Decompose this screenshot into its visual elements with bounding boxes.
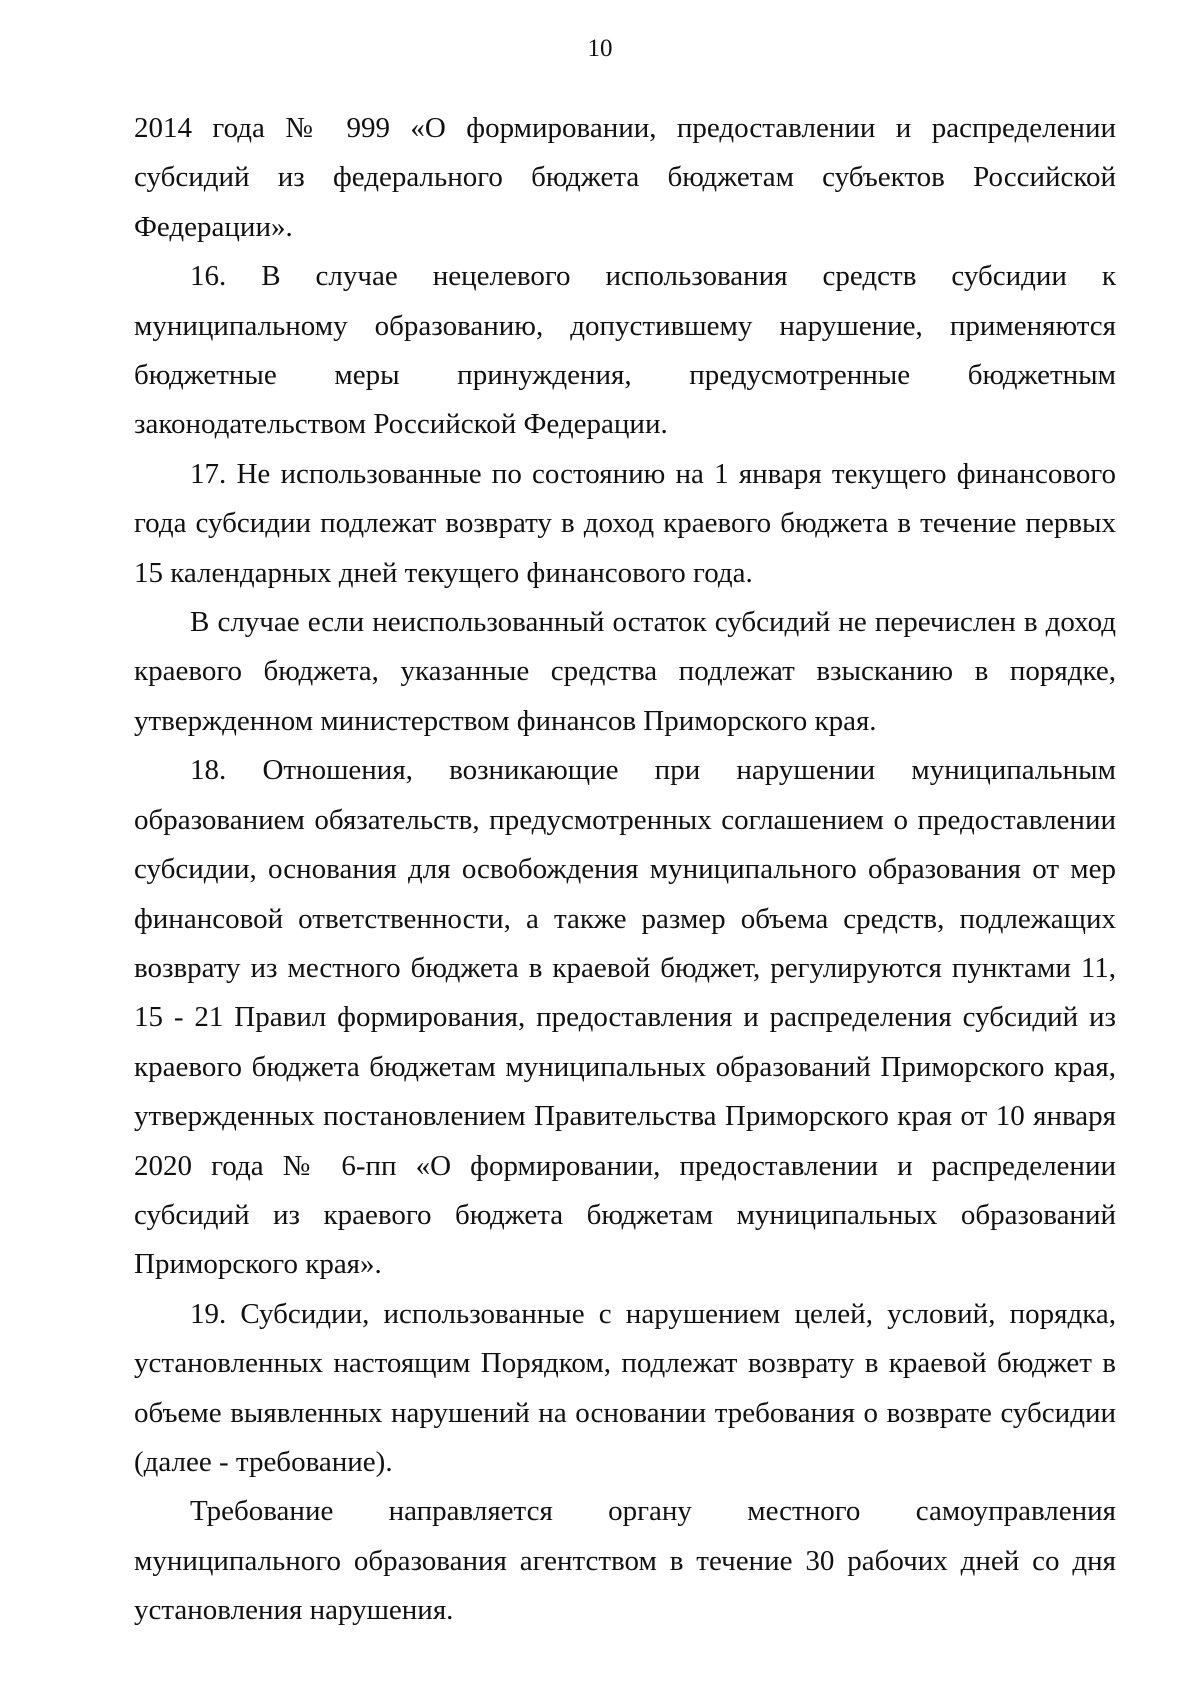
paragraph-item-19-cont: Требование направляется органу местного самоуправления муниципального образования агентством в течение 30 рабочих дней со дня установления нарушения. bbox=[134, 1495, 1116, 1627]
paragraph-item-17: 17. Не использованные по состоянию на 1 января текущего финансового года субсидии подлежат возврату в доход краевого бюджета в течение первых 15 календарных дней текущего финансового года. bbox=[134, 457, 1116, 589]
paragraph-item-18: 18. Отношения, возникающие при нарушении муниципальным образованием обязательств, предусмотренных соглашением о предоставлении субсидии, основания для освобождения муниципального образования от мер финансовой ответственности, а также размер объема средств, подлежащих возврату из местного бюджета в краевой бюджет, регулируются пунктами 11, 15 - 21 Правил формирования, предоставления и распределения субсидий из краевого бюджета бюджетам муниципальных образований Приморского края, утвержденных постановлением Правительства Приморского края от 10 января 2020 года № 6-пп «О формировании, предоставлении и распределении субсидий из краевого бюджета бюджетам муниципальных образований Приморского края». bbox=[134, 754, 1116, 1281]
paragraph-item-17-cont: В случае если неиспользованный остаток субсидий не перечислен в доход краевого бюджета, указанные средства подлежат взысканию в порядке, утвержденном министерством финансов Приморского края. bbox=[134, 606, 1116, 737]
paragraph-item-19: 19. Субсидии, использованные с нарушением целей, условий, порядка, установленных настоящим Порядком, подлежат возврату в краевой бюджет в объеме выявленных нарушений на основании требования о возврате субсидии (далее - требование). bbox=[134, 1297, 1116, 1478]
document-body bbox=[134, 104, 1116, 1636]
paragraph-continuation: 2014 года № 999 «О формировании, предоставлении и распределении субсидий из федерального бюджета бюджетам субъектов Российской Федерации». bbox=[134, 112, 1116, 243]
page-number: 10 bbox=[587, 35, 613, 62]
paragraph-item-16: 16. В случае нецелевого использования средств субсидии к муниципальному образованию, допустившему нарушение, применяются бюджетные меры принуждения, предусмотренные бюджетным законодательством Российской Федерации. bbox=[134, 260, 1116, 441]
